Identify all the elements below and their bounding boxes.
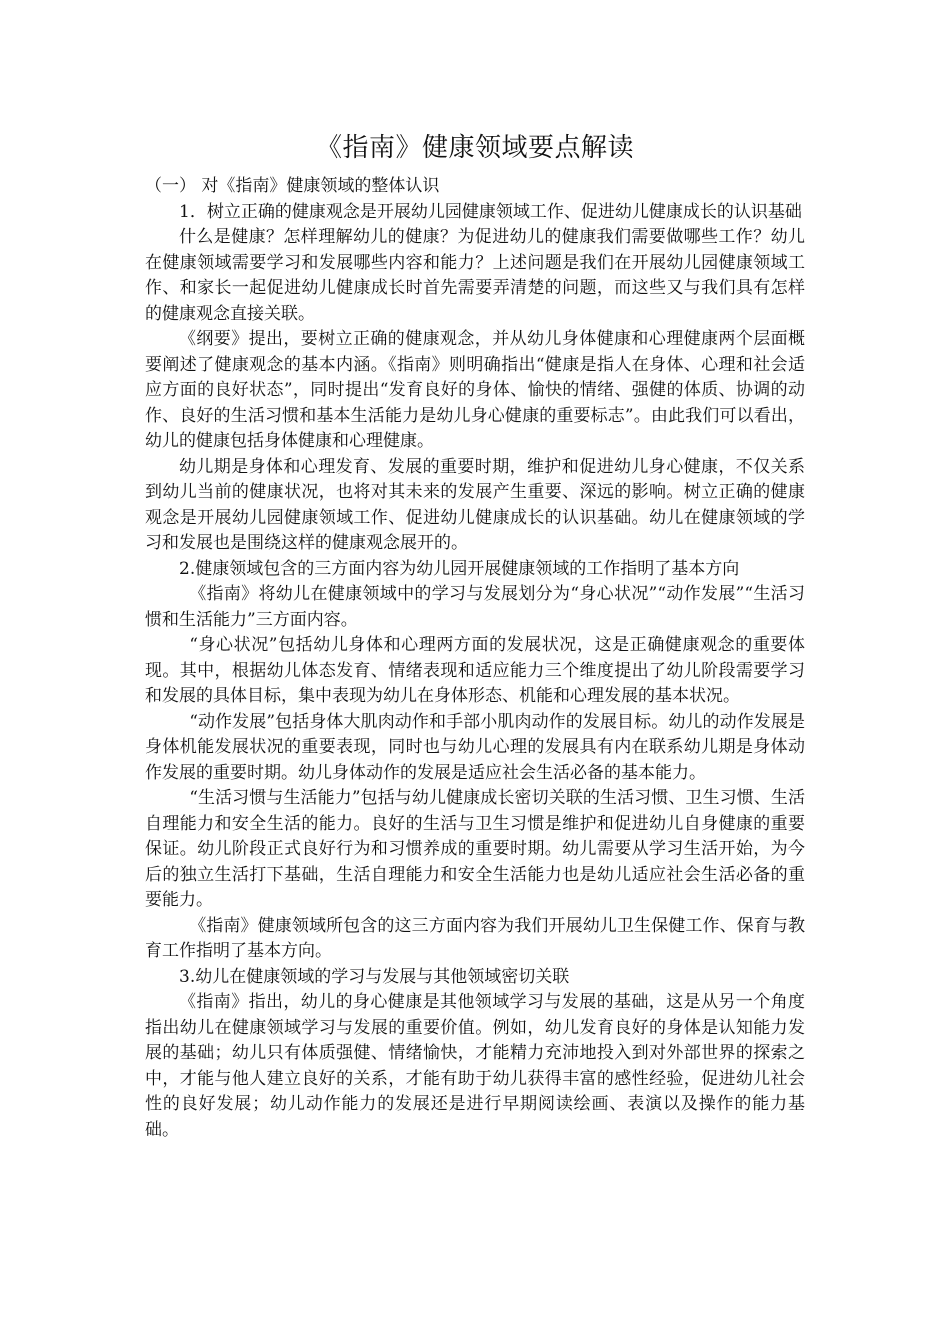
paragraph: 《指南》指出，幼儿的身心健康是其他领域学习与发展的基础，这是从另一个角度指出幼儿在健康领域学习与发展的重要价值。例如，幼儿发育良好的身体是认知能力发展的基础；幼儿只有体质强健、情绪愉快，才能精力充沛地投入到对外部世界的探索之中，才能与他人建立良好的关系，才能有助于幼儿获得丰富的感性经验，促进幼儿社会性的良好发展；幼儿动作能力的发展还是进行早期阅读绘画、表演以及操作的能力基础。 (145, 992, 805, 1140)
paragraph: 《纲要》提出，要树立正确的健康观念，并从幼儿身体健康和心理健康两个层面概要阐述了健康观念的基本内涵。《指南》则明确指出“健康是指人在身体、心理和社会适应方面的良好状态”，同时提出“发育良好的身体、愉快的情绪、强健的体质、协调的动作、良好的生活习惯和基本生活能力是幼儿身心健康的重要标志”。由此我们可以看出，幼儿的健康包括身体健康和心理健康。 (145, 329, 805, 451)
paragraph: 幼儿期是身体和心理发育、发展的重要时期，维护和促进幼儿身心健康，不仅关系到幼儿当前的健康状况，也将对其未来的发展产生重要、深远的影响。树立正确的健康观念是开展幼儿园健康领域工作、促进幼儿健康成长的认识基础。幼儿在健康领域的学习和发展也是围绕这样的健康观念展开的。 (145, 456, 805, 553)
section-heading: （一） 对《指南》健康领域的整体认识 (145, 176, 440, 196)
item-2-heading: 2.健康领域包含的三方面内容为幼儿园开展健康领域的工作指明了基本方向 (179, 558, 740, 579)
document-body (145, 128, 805, 1143)
item-3-heading: 3.幼儿在健康领域的学习与发展与其他领域密切关联 (179, 966, 570, 987)
item-1-heading: 1．树立正确的健康观念是开展幼儿园健康领域工作、促进幼儿健康成长的认识基础 (179, 201, 802, 222)
paragraph: 《指南》健康领域所包含的这三方面内容为我们开展幼儿卫生保健工作、保育与教育工作指明了基本方向。 (145, 915, 805, 961)
paragraph: “身心状况”包括幼儿身体和心理两方面的发展状况，这是正确健康观念的重要体现。其中，根据幼儿体态发育、情绪表现和适应能力三个维度提出了幼儿阶段需要学习和发展的具体目标，集中表现为幼儿在身体形态、机能和心理发展的基本状况。 (145, 635, 805, 706)
paragraph: “生活习惯与生活能力”包括与幼儿健康成长密切关联的生活习惯、卫生习惯、生活自理能力和安全生活的能力。良好的生活与卫生习惯是维护和促进幼儿自身健康的重要保证。幼儿阶段正式良好行为和习惯养成的重要时期。幼儿需要从学习生活开始，为今后的独立生活打下基础，生活自理能力和安全生活能力也是幼儿适应社会生活必备的重要能力。 (145, 788, 805, 910)
paragraph: 什么是健康？怎样理解幼儿的健康？为促进幼儿的健康我们需要做哪些工作？幼儿在健康领域需要学习和发展哪些内容和能力？上述问题是我们在开展幼儿园健康领域工作、和家长一起促进幼儿健康成长时首先需要弄清楚的问题，而这些又与我们具有怎样的健康观念直接关联。 (145, 227, 805, 324)
document-title: 《指南》健康领域要点解读 (315, 133, 634, 163)
paragraph: 《指南》将幼儿在健康领域中的学习与发展划分为“身心状况”“动作发展”“生活习惯和生活能力”三方面内容。 (145, 584, 805, 630)
paragraph: “动作发展”包括身体大肌肉动作和手部小肌肉动作的发展目标。幼儿的动作发展是身体机能发展状况的重要表现，同时也与幼儿心理的发展具有内在联系幼儿期是身体动作发展的重要时期。幼儿身体动作的发展是适应社会生活必备的基本能力。 (145, 711, 805, 783)
